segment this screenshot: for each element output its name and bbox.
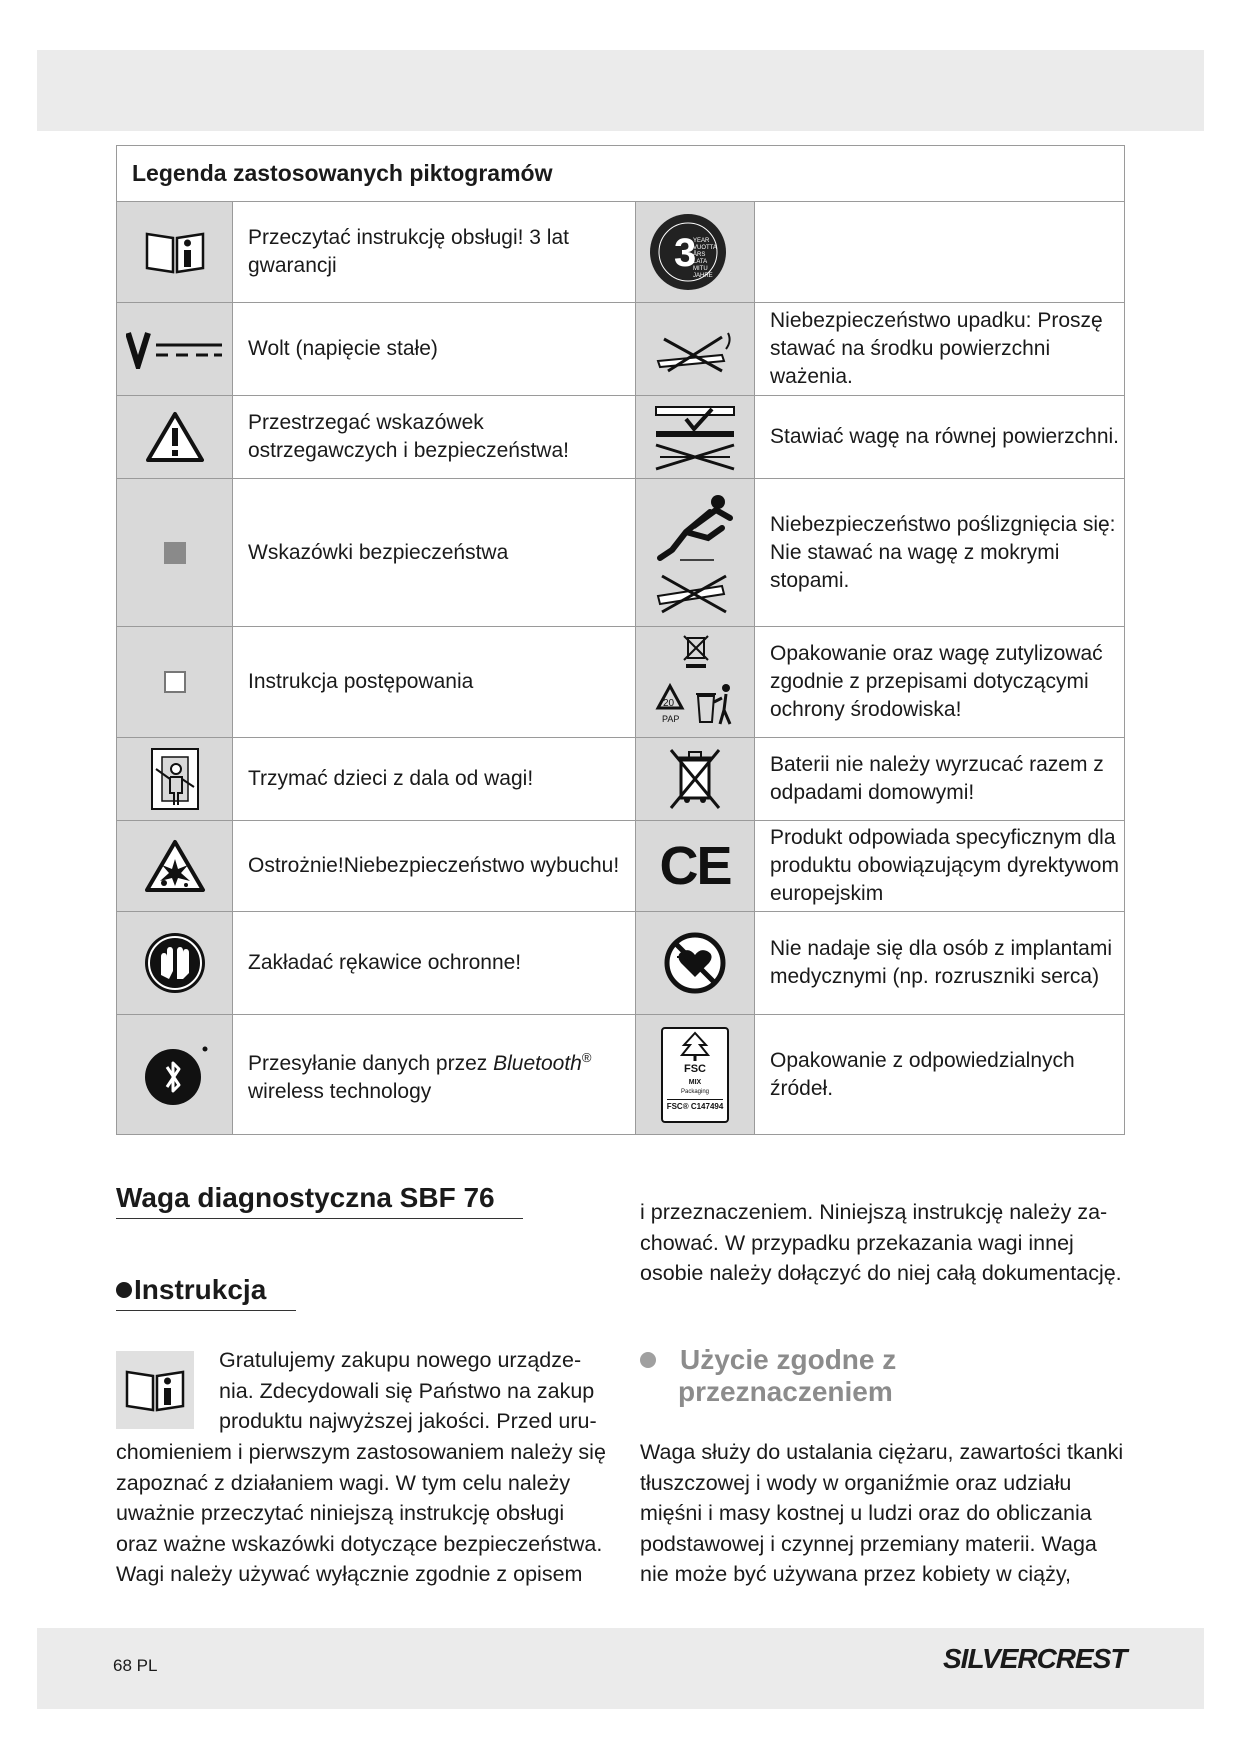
legend-text: Przeczytać instrukcję obsługi! 3 lat gwarancji <box>233 202 636 302</box>
legend-text: Baterii nie należy wyrzucać razem z odpadami domowymi! <box>770 753 1104 804</box>
legend-text: Niebezpieczeństwo poślizgnięcia się: Nie stawać na wagę z mokrymi stopami. <box>770 512 1116 592</box>
svg-text:LATA: LATA <box>693 259 708 265</box>
legend-row <box>117 821 1124 912</box>
brand-logo: SILVERCREST <box>943 1643 1127 1674</box>
fsc-code: FSC® C147494 <box>667 1099 724 1111</box>
legend-text: Przestrzegać wskazówek ostrzegawczych i bezpieczeństwa! <box>233 396 636 478</box>
3-year-warranty-seal-icon <box>636 202 755 302</box>
legend-row <box>117 738 1124 821</box>
intro-paragraph: Gratulujemy zakupu nowego urządze- nia. Zdecydowali się Państwo na zakup produktu najwyższej jakości. Przed uru- <box>219 1348 597 1433</box>
section-heading-uzycie: Użycie zgodne z przeznaczeniem <box>640 1344 896 1408</box>
level-surface-icon <box>636 396 755 478</box>
header-band <box>37 50 1204 131</box>
bluetooth-icon <box>117 1015 233 1134</box>
warning-triangle-icon <box>117 396 233 478</box>
no-pacemaker-icon <box>636 912 755 1014</box>
keep-children-away-icon <box>117 738 233 820</box>
fsc-label: FSC <box>684 1062 706 1075</box>
read-manual-icon <box>116 1351 194 1429</box>
pictogram-legend-table <box>116 145 1125 1135</box>
recycle-label: PAP <box>662 714 680 724</box>
legend-row <box>117 396 1124 479</box>
filled-square-icon <box>117 479 233 626</box>
body-paragraph-right-bottom: Waga służy do ustalania ciężaru, zawartości tkanki tłuszczowej i wody w organiźmie oraz udziału mięśni i masy kostnej u ludzi oraz do obliczania podstawowej i czynnej przemiany materii. Waga nie może być używana przez kobiety w ciąży, <box>640 1440 1124 1586</box>
legend-text: Opakowanie oraz wagę zutylizować zgodnie z przepisami dotyczącymi ochrony środowiska! <box>770 642 1103 721</box>
svg-text:YEAR: YEAR <box>693 238 710 244</box>
fsc-icon: FSC MIX Packaging FSC® C147494 <box>636 1015 755 1134</box>
legend-text: Trzymać dzieci z dala od wagi! <box>233 738 636 820</box>
legend-row <box>117 479 1124 627</box>
legend-text: Ostrożnie!Niebezpieczeństwo wybuchu! <box>233 821 636 911</box>
legend-text: Wolt (napięcie stałe) <box>233 303 636 395</box>
legend-text <box>755 202 1124 302</box>
legend-row <box>117 202 1124 303</box>
legend-text: Wskazówki bezpieczeństwa <box>233 479 636 626</box>
body-paragraph-right-top: i przeznaczeniem. Niniejszą instrukcję należy za- chować. W przypadku przekazania wagi innej osobie należy dołączyć do niej całą dokumentację. <box>640 1200 1122 1285</box>
ce-text: CE <box>659 836 731 896</box>
legend-text: Produkt odpowiada specyficznym dla produktu obowiązującym dyrektywom europejskim <box>770 826 1119 905</box>
legend-row <box>117 912 1124 1015</box>
legend-text: Opakowanie z odpowiedzialnych źródeł. <box>770 1048 1075 1100</box>
ce-mark-icon <box>636 821 755 911</box>
legend-row <box>117 303 1124 396</box>
legend-text: Przesyłanie danych przez Bluetooth® wireless technology <box>233 1015 636 1134</box>
legend-text: Stawiać wagę na równej powierzchni. <box>770 425 1120 448</box>
bullet-icon <box>116 1282 132 1298</box>
fall-hazard-icon <box>636 303 755 395</box>
svg-text:VUOTTA: VUOTTA <box>693 245 717 251</box>
svg-text:ÅRS: ÅRS <box>693 252 706 258</box>
crossed-bin-icon <box>636 738 755 820</box>
page-title: Waga diagnostyczna SBF 76 <box>116 1182 523 1219</box>
legend-title: Legenda zastosowanych piktogramów <box>117 146 1124 202</box>
legend-row <box>117 1015 1124 1134</box>
seal-number: 3 <box>674 231 697 275</box>
legend-text: Niebezpieczeństwo upadku: Proszę stawać na środku powierzchni ważenia. <box>770 309 1103 388</box>
volt-dc-icon <box>117 303 233 395</box>
slip-hazard-icon <box>636 479 755 626</box>
svg-text:MITU: MITU <box>693 266 708 272</box>
explosion-warning-icon <box>117 821 233 911</box>
empty-square-icon <box>117 627 233 737</box>
page-number: 68 PL <box>113 1656 158 1675</box>
gloves-icon <box>117 912 233 1014</box>
svg-text:JAHRE: JAHRE <box>693 273 713 279</box>
legend-text: Nie nadaje się dla osób z implantami medycznymi (np. rozruszniki serca) <box>770 937 1113 988</box>
legend-row <box>117 627 1124 738</box>
bullet-icon <box>640 1352 656 1368</box>
section-heading-instrukcja: Instrukcja <box>116 1274 296 1311</box>
recycling-icon <box>636 627 755 737</box>
body-paragraph-left: chomieniem i pierwszym zastosowaniem należy się zapoznać z działaniem wagi. W tym celu należy uważnie przeczytać niniejszą instrukcję obsługi oraz ważne wskazówki dotyczące bezpieczeństwa. Wagi należy używać wyłącznie zgodnie z opisem <box>116 1440 606 1586</box>
legend-text: Instrukcja postępowania <box>233 627 636 737</box>
read-manual-icon <box>117 202 233 302</box>
legend-text: Zakładać rękawice ochronne! <box>233 912 636 1014</box>
recycle-code: 20 <box>663 698 675 709</box>
